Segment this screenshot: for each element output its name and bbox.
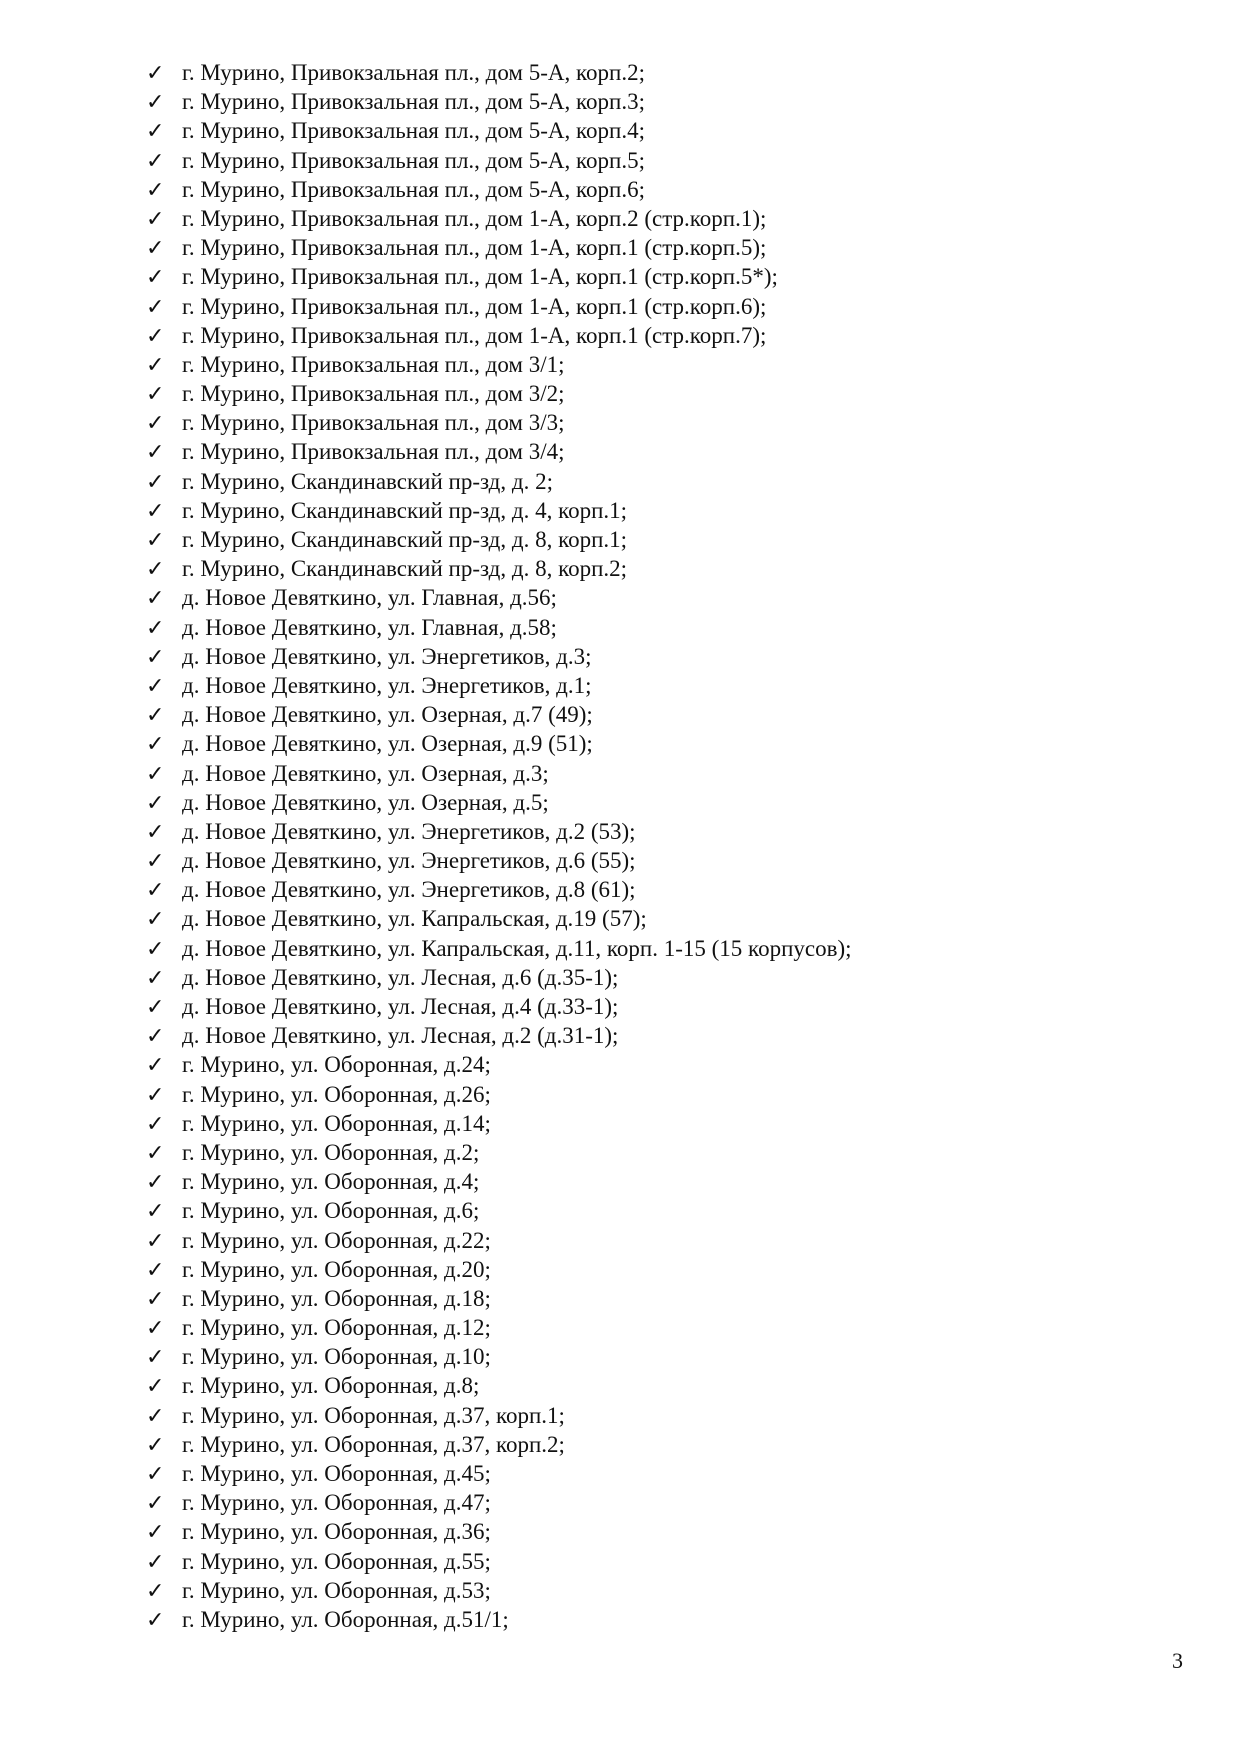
checkmark-icon: ✓ bbox=[146, 878, 165, 904]
list-item bbox=[146, 846, 852, 875]
checkmark-icon: ✓ bbox=[146, 1053, 165, 1079]
checkmark-icon: ✓ bbox=[146, 1199, 165, 1225]
checkmark-icon: ✓ bbox=[146, 849, 165, 875]
checkmark-icon: ✓ bbox=[146, 265, 165, 291]
address-text: д. Новое Девяткино, ул. Лесная, д.4 (д.33-1); bbox=[182, 994, 619, 1019]
list-item bbox=[146, 1430, 852, 1459]
address-text: г. Мурино, ул. Оборонная, д.12; bbox=[182, 1315, 491, 1341]
checkmark-icon: ✓ bbox=[146, 790, 165, 816]
address-text: г. Мурино, ул. Оборонная, д.10; bbox=[182, 1344, 491, 1370]
address-text: г. Мурино, ул. Оборонная, д.2; bbox=[182, 1139, 480, 1165]
address-text: г. Мурино, ул. Оборонная, д.8; bbox=[182, 1373, 480, 1399]
checkmark-icon: ✓ bbox=[146, 673, 165, 699]
checkmark-icon: ✓ bbox=[146, 761, 165, 787]
checkmark-icon: ✓ bbox=[146, 1432, 165, 1458]
address-text: г. Мурино, ул. Оборонная, д.22; bbox=[182, 1227, 491, 1253]
list-item bbox=[146, 963, 852, 992]
address-text: д. Новое Девяткино, ул. Озерная, д.9 (51); bbox=[182, 731, 593, 757]
list-item bbox=[146, 496, 852, 525]
list-item bbox=[146, 759, 852, 788]
list-item bbox=[146, 1255, 852, 1284]
checkmark-icon: ✓ bbox=[146, 615, 165, 641]
address-text: д. Новое Девяткино, ул. Озерная, д.3; bbox=[182, 760, 549, 786]
address-text: г. Мурино, Привокзальная пл., дом 3/1; bbox=[182, 351, 565, 377]
checkmark-icon: ✓ bbox=[146, 382, 165, 408]
list-item bbox=[146, 437, 852, 466]
list-item bbox=[146, 350, 852, 379]
checkmark-icon: ✓ bbox=[146, 907, 165, 933]
checkmark-icon: ✓ bbox=[146, 1578, 165, 1604]
list-item bbox=[146, 379, 852, 408]
list-item bbox=[146, 321, 852, 350]
list-item bbox=[146, 554, 852, 583]
list-item bbox=[146, 1080, 852, 1109]
checkmark-icon: ✓ bbox=[146, 1520, 165, 1546]
address-text: д. Новое Девяткино, ул. Энергетиков, д.1; bbox=[182, 672, 592, 698]
checkmark-icon: ✓ bbox=[146, 703, 165, 729]
list-item bbox=[146, 1576, 852, 1605]
list-item bbox=[146, 146, 852, 175]
list-item bbox=[146, 525, 852, 554]
list-item bbox=[146, 1342, 852, 1371]
address-text: г. Мурино, Скандинавский пр-зд, д. 8, корп.1; bbox=[182, 527, 628, 552]
address-text: г. Мурино, ул. Оборонная, д.37, корп.1; bbox=[182, 1402, 565, 1428]
list-item bbox=[146, 262, 852, 291]
checkmark-icon: ✓ bbox=[146, 177, 165, 203]
list-item bbox=[146, 1284, 852, 1313]
list-item bbox=[146, 116, 852, 145]
address-text: г. Мурино, Скандинавский пр-зд, д. 4, корп.1; bbox=[182, 497, 628, 523]
checkmark-icon: ✓ bbox=[146, 1170, 165, 1196]
address-text: г. Мурино, Привокзальная пл., дом 3/4; bbox=[182, 439, 565, 465]
address-text: д. Новое Девяткино, ул. Лесная, д.6 (д.35-1); bbox=[182, 964, 619, 990]
address-text: г. Мурино, Привокзальная пл., дом 3/3; bbox=[182, 410, 565, 436]
list-item bbox=[146, 583, 852, 612]
checkmark-icon: ✓ bbox=[146, 732, 165, 758]
address-text: д. Новое Девяткино, ул. Главная, д.58; bbox=[182, 614, 557, 640]
checkmark-icon: ✓ bbox=[146, 411, 165, 437]
checkmark-icon: ✓ bbox=[146, 61, 165, 86]
checkmark-icon: ✓ bbox=[146, 498, 165, 524]
checkmark-icon: ✓ bbox=[146, 995, 165, 1020]
address-text: г. Мурино, Привокзальная пл., дом 5-А, корп.6; bbox=[182, 176, 645, 202]
address-text: г. Мурино, Привокзальная пл., дом 5-А, корп.4; bbox=[182, 118, 645, 144]
checkmark-icon: ✓ bbox=[146, 236, 165, 262]
checkmark-icon: ✓ bbox=[146, 1257, 165, 1283]
address-text: г. Мурино, Привокзальная пл., дом 1-А, корп.1 (стр.корп.7); bbox=[182, 322, 767, 348]
list-item bbox=[146, 613, 852, 642]
list-item bbox=[146, 1605, 852, 1634]
address-text: г. Мурино, ул. Оборонная, д.37, корп.2; bbox=[182, 1431, 565, 1457]
checkmark-icon: ✓ bbox=[146, 1140, 165, 1166]
address-text: г. Мурино, Привокзальная пл., дом 5-А, корп.2; bbox=[182, 60, 645, 85]
checkmark-icon: ✓ bbox=[146, 1286, 165, 1312]
address-text: д. Новое Девяткино, ул. Лесная, д.2 (д.31-1); bbox=[182, 1023, 619, 1049]
address-text: г. Мурино, ул. Оборонная, д.24; bbox=[182, 1052, 491, 1078]
list-item bbox=[146, 904, 852, 933]
list-item bbox=[146, 204, 852, 233]
list-item bbox=[146, 467, 852, 496]
address-text: г. Мурино, Привокзальная пл., дом 3/2; bbox=[182, 381, 565, 407]
checkmark-icon: ✓ bbox=[146, 1462, 165, 1487]
checkmark-icon: ✓ bbox=[146, 206, 165, 232]
checkmark-icon: ✓ bbox=[146, 1082, 165, 1108]
checkmark-icon: ✓ bbox=[146, 294, 165, 320]
checkmark-icon: ✓ bbox=[146, 469, 165, 495]
address-list bbox=[146, 58, 852, 1634]
checkmark-icon: ✓ bbox=[146, 1345, 165, 1371]
list-item bbox=[146, 1459, 852, 1488]
list-item bbox=[146, 292, 852, 321]
address-text: г. Мурино, ул. Оборонная, д.26; bbox=[182, 1081, 491, 1107]
address-text: д. Новое Девяткино, ул. Озерная, д.7 (49); bbox=[182, 702, 593, 728]
page-number: 3 bbox=[1172, 1648, 1183, 1673]
address-text: д. Новое Девяткино, ул. Озерная, д.5; bbox=[182, 789, 549, 815]
list-item bbox=[146, 1021, 852, 1050]
checkmark-icon: ✓ bbox=[146, 1403, 165, 1429]
address-text: г. Мурино, Привокзальная пл., дом 1-А, корп.1 (стр.корп.5*); bbox=[182, 264, 778, 290]
checkmark-icon: ✓ bbox=[146, 148, 165, 174]
list-item bbox=[146, 875, 852, 904]
address-text: г. Мурино, ул. Оборонная, д.20; bbox=[182, 1256, 491, 1282]
list-item bbox=[146, 1401, 852, 1430]
address-text: г. Мурино, ул. Оборонная, д.18; bbox=[182, 1285, 491, 1311]
address-text: г. Мурино, Скандинавский пр-зд, д. 2; bbox=[182, 468, 553, 494]
address-text: г. Мурино, Привокзальная пл., дом 5-А, корп.3; bbox=[182, 89, 645, 115]
address-text: г. Мурино, ул. Оборонная, д.45; bbox=[182, 1461, 491, 1486]
address-text: г. Мурино, ул. Оборонная, д.4; bbox=[182, 1169, 480, 1195]
list-item bbox=[146, 58, 852, 87]
checkmark-icon: ✓ bbox=[146, 1111, 165, 1137]
list-item bbox=[146, 408, 852, 437]
checkmark-icon: ✓ bbox=[146, 323, 165, 349]
list-item bbox=[146, 992, 852, 1021]
address-text: г. Мурино, Привокзальная пл., дом 1-А, корп.1 (стр.корп.5); bbox=[182, 235, 767, 261]
address-text: д. Новое Девяткино, ул. Энергетиков, д.2 (53); bbox=[182, 818, 636, 844]
list-item bbox=[146, 1371, 852, 1400]
address-text: г. Мурино, ул. Оборонная, д.14; bbox=[182, 1110, 491, 1136]
list-item bbox=[146, 934, 852, 963]
list-item bbox=[146, 1547, 852, 1576]
checkmark-icon: ✓ bbox=[146, 1316, 165, 1342]
checkmark-icon: ✓ bbox=[146, 119, 165, 145]
address-text: д. Новое Девяткино, ул. Главная, д.56; bbox=[182, 585, 557, 611]
checkmark-icon: ✓ bbox=[146, 586, 165, 612]
list-item bbox=[146, 671, 852, 700]
list-item bbox=[146, 87, 852, 116]
address-text: д. Новое Девяткино, ул. Энергетиков, д.6 (55); bbox=[182, 848, 636, 874]
list-item bbox=[146, 1196, 852, 1225]
address-text: г. Мурино, Привокзальная пл., дом 1-А, корп.2 (стр.корп.1); bbox=[182, 205, 767, 231]
checkmark-icon: ✓ bbox=[146, 557, 165, 583]
list-item bbox=[146, 729, 852, 758]
list-item bbox=[146, 700, 852, 729]
address-text: г. Мурино, ул. Оборонная, д.36; bbox=[182, 1519, 491, 1545]
checkmark-icon: ✓ bbox=[146, 936, 165, 962]
address-text: д. Новое Девяткино, ул. Энергетиков, д.3; bbox=[182, 643, 592, 669]
checkmark-icon: ✓ bbox=[146, 1549, 165, 1575]
list-item bbox=[146, 1167, 852, 1196]
checkmark-icon: ✓ bbox=[146, 819, 165, 845]
checkmark-icon: ✓ bbox=[146, 1491, 165, 1517]
checkmark-icon: ✓ bbox=[146, 965, 165, 991]
checkmark-icon: ✓ bbox=[146, 90, 165, 116]
checkmark-icon: ✓ bbox=[146, 352, 165, 378]
address-text: г. Мурино, Скандинавский пр-зд, д. 8, корп.2; bbox=[182, 556, 628, 582]
address-text: г. Мурино, ул. Оборонная, д.51/1; bbox=[182, 1606, 509, 1632]
checkmark-icon: ✓ bbox=[146, 1607, 165, 1633]
list-item bbox=[146, 642, 852, 671]
list-item bbox=[146, 788, 852, 817]
list-item bbox=[146, 817, 852, 846]
list-item bbox=[146, 1050, 852, 1079]
list-item bbox=[146, 1138, 852, 1167]
list-item bbox=[146, 233, 852, 262]
list-item bbox=[146, 1313, 852, 1342]
list-item bbox=[146, 175, 852, 204]
list-item bbox=[146, 1109, 852, 1138]
address-text: г. Мурино, Привокзальная пл., дом 1-А, корп.1 (стр.корп.6); bbox=[182, 293, 767, 319]
checkmark-icon: ✓ bbox=[146, 528, 165, 553]
list-item bbox=[146, 1488, 852, 1517]
address-text: г. Мурино, ул. Оборонная, д.47; bbox=[182, 1490, 491, 1516]
address-text: г. Мурино, ул. Оборонная, д.55; bbox=[182, 1548, 491, 1574]
address-text: д. Новое Девяткино, ул. Капральская, д.11, корп. 1-15 (15 корпусов); bbox=[182, 935, 852, 961]
address-text: д. Новое Девяткино, ул. Капральская, д.19 (57); bbox=[182, 906, 647, 932]
address-text: д. Новое Девяткино, ул. Энергетиков, д.8 (61); bbox=[182, 877, 636, 903]
address-text: г. Мурино, ул. Оборонная, д.6; bbox=[182, 1198, 480, 1224]
checkmark-icon: ✓ bbox=[146, 440, 165, 466]
list-item bbox=[146, 1226, 852, 1255]
address-text: г. Мурино, Привокзальная пл., дом 5-А, корп.5; bbox=[182, 147, 645, 173]
checkmark-icon: ✓ bbox=[146, 1024, 165, 1050]
checkmark-icon: ✓ bbox=[146, 1228, 165, 1254]
checkmark-icon: ✓ bbox=[146, 1374, 165, 1400]
checkmark-icon: ✓ bbox=[146, 644, 165, 670]
list-item bbox=[146, 1517, 852, 1546]
address-text: г. Мурино, ул. Оборонная, д.53; bbox=[182, 1577, 491, 1603]
